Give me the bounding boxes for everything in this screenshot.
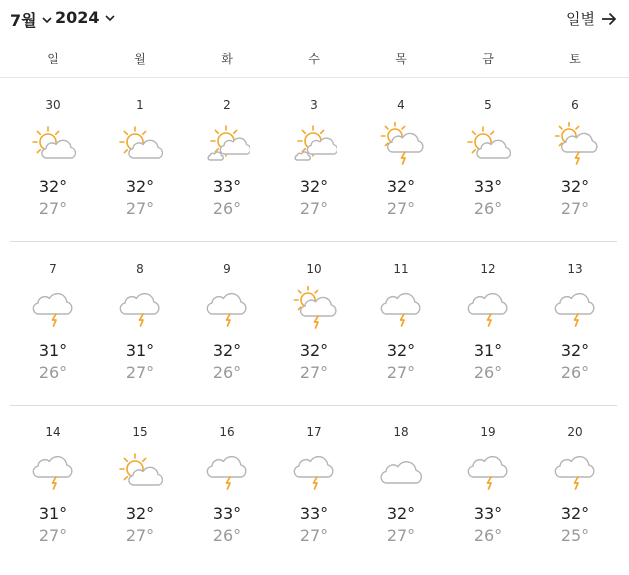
low-temperature: 27° bbox=[299, 363, 329, 382]
high-temperature: 32° bbox=[386, 341, 416, 360]
thunderstorm-icon bbox=[204, 286, 250, 332]
day-number: 30 bbox=[45, 98, 61, 112]
arrow-right-icon bbox=[601, 12, 617, 26]
thunderstorm-icon bbox=[204, 449, 250, 495]
month-dropdown[interactable] bbox=[10, 8, 52, 31]
low-temperature: 27° bbox=[38, 199, 68, 218]
high-temperature: 32° bbox=[386, 504, 416, 523]
day-cell[interactable] bbox=[448, 262, 528, 412]
weekday-label: 화 bbox=[221, 52, 233, 66]
sun-cloud-cloud-icon bbox=[204, 122, 250, 168]
high-temperature: 32° bbox=[560, 177, 590, 196]
day-number: 19 bbox=[480, 425, 496, 439]
low-temperature: 27° bbox=[125, 363, 155, 382]
partly-sunny-icon bbox=[117, 449, 163, 495]
daily-view-button[interactable] bbox=[566, 8, 617, 29]
sun-thunderstorm-icon bbox=[291, 286, 337, 332]
day-number: 14 bbox=[45, 425, 61, 439]
high-temperature: 33° bbox=[299, 504, 329, 523]
day-number: 3 bbox=[310, 98, 318, 112]
day-cell[interactable] bbox=[448, 98, 528, 248]
day-cell[interactable] bbox=[361, 98, 441, 248]
year-label: 2024 bbox=[55, 8, 100, 27]
low-temperature: 26° bbox=[212, 363, 242, 382]
low-temperature: 26° bbox=[473, 526, 503, 545]
day-number: 2 bbox=[223, 98, 231, 112]
cloud-icon bbox=[378, 449, 424, 495]
day-cell[interactable] bbox=[100, 425, 180, 575]
day-cell[interactable] bbox=[187, 98, 267, 248]
day-cell[interactable] bbox=[274, 425, 354, 575]
low-temperature: 27° bbox=[386, 526, 416, 545]
low-temperature: 26° bbox=[212, 526, 242, 545]
day-cell[interactable] bbox=[274, 98, 354, 248]
weekday-label: 월 bbox=[134, 52, 146, 66]
day-cell[interactable] bbox=[535, 262, 615, 412]
high-temperature: 32° bbox=[212, 341, 242, 360]
partly-sunny-icon bbox=[117, 122, 163, 168]
day-cell[interactable] bbox=[100, 262, 180, 412]
day-number: 17 bbox=[306, 425, 322, 439]
day-cell[interactable] bbox=[535, 425, 615, 575]
thunderstorm-icon bbox=[117, 286, 163, 332]
daily-view-label: 일별 bbox=[566, 10, 595, 28]
high-temperature: 31° bbox=[473, 341, 503, 360]
high-temperature: 33° bbox=[473, 504, 503, 523]
day-cell[interactable] bbox=[448, 425, 528, 575]
day-number: 15 bbox=[132, 425, 148, 439]
sun-cloud-cloud-icon bbox=[291, 122, 337, 168]
thunderstorm-icon bbox=[30, 286, 76, 332]
day-cell[interactable] bbox=[361, 425, 441, 575]
thunderstorm-icon bbox=[30, 449, 76, 495]
sun-thunderstorm-icon bbox=[378, 122, 424, 168]
thunderstorm-icon bbox=[552, 449, 598, 495]
low-temperature: 27° bbox=[299, 526, 329, 545]
day-cell[interactable] bbox=[187, 262, 267, 412]
year-dropdown[interactable] bbox=[55, 8, 115, 27]
thunderstorm-icon bbox=[465, 286, 511, 332]
weekday-label: 토 bbox=[569, 52, 581, 66]
weekday-label: 금 bbox=[482, 52, 494, 66]
low-temperature: 26° bbox=[473, 363, 503, 382]
low-temperature: 26° bbox=[38, 363, 68, 382]
low-temperature: 27° bbox=[38, 526, 68, 545]
day-number: 13 bbox=[567, 262, 583, 276]
day-number: 18 bbox=[393, 425, 409, 439]
thunderstorm-icon bbox=[291, 449, 337, 495]
day-cell[interactable] bbox=[274, 262, 354, 412]
high-temperature: 32° bbox=[299, 177, 329, 196]
low-temperature: 27° bbox=[560, 199, 590, 218]
chevron-down-icon bbox=[42, 17, 52, 24]
high-temperature: 33° bbox=[212, 504, 242, 523]
high-temperature: 31° bbox=[125, 341, 155, 360]
day-number: 20 bbox=[567, 425, 583, 439]
low-temperature: 27° bbox=[125, 199, 155, 218]
day-number: 9 bbox=[223, 262, 231, 276]
high-temperature: 32° bbox=[560, 341, 590, 360]
day-number: 16 bbox=[219, 425, 235, 439]
calendar-header bbox=[0, 0, 629, 40]
low-temperature: 26° bbox=[473, 199, 503, 218]
month-label: 7월 bbox=[10, 11, 37, 30]
low-temperature: 26° bbox=[212, 199, 242, 218]
weekday-label: 목 bbox=[395, 52, 407, 66]
day-number: 11 bbox=[393, 262, 409, 276]
day-cell[interactable] bbox=[361, 262, 441, 412]
day-number: 6 bbox=[571, 98, 579, 112]
high-temperature: 33° bbox=[212, 177, 242, 196]
day-number: 4 bbox=[397, 98, 405, 112]
low-temperature: 26° bbox=[560, 363, 590, 382]
thunderstorm-icon bbox=[465, 449, 511, 495]
high-temperature: 32° bbox=[560, 504, 590, 523]
partly-sunny-icon bbox=[30, 122, 76, 168]
high-temperature: 32° bbox=[299, 341, 329, 360]
day-cell[interactable] bbox=[13, 425, 93, 575]
low-temperature: 27° bbox=[299, 199, 329, 218]
chevron-down-icon bbox=[105, 15, 115, 22]
high-temperature: 32° bbox=[386, 177, 416, 196]
low-temperature: 27° bbox=[125, 526, 155, 545]
high-temperature: 33° bbox=[473, 177, 503, 196]
day-cell[interactable] bbox=[13, 262, 93, 412]
high-temperature: 32° bbox=[38, 177, 68, 196]
high-temperature: 31° bbox=[38, 341, 68, 360]
day-number: 12 bbox=[480, 262, 496, 276]
low-temperature: 25° bbox=[560, 526, 590, 545]
low-temperature: 27° bbox=[386, 363, 416, 382]
day-number: 10 bbox=[306, 262, 322, 276]
thunderstorm-icon bbox=[378, 286, 424, 332]
weekday-label: 일 bbox=[47, 52, 59, 66]
day-number: 7 bbox=[49, 262, 57, 276]
weekday-label: 수 bbox=[308, 52, 320, 66]
sun-thunderstorm-icon bbox=[552, 122, 598, 168]
high-temperature: 31° bbox=[38, 504, 68, 523]
partly-sunny-icon bbox=[465, 122, 511, 168]
high-temperature: 32° bbox=[125, 177, 155, 196]
weekday-header-row bbox=[0, 40, 629, 78]
low-temperature: 27° bbox=[386, 199, 416, 218]
high-temperature: 32° bbox=[125, 504, 155, 523]
day-number: 1 bbox=[136, 98, 144, 112]
day-cell[interactable] bbox=[100, 98, 180, 248]
day-number: 8 bbox=[136, 262, 144, 276]
day-cell[interactable] bbox=[187, 425, 267, 575]
day-cell[interactable] bbox=[13, 98, 93, 248]
thunderstorm-icon bbox=[552, 286, 598, 332]
day-cell[interactable] bbox=[535, 98, 615, 248]
day-number: 5 bbox=[484, 98, 492, 112]
